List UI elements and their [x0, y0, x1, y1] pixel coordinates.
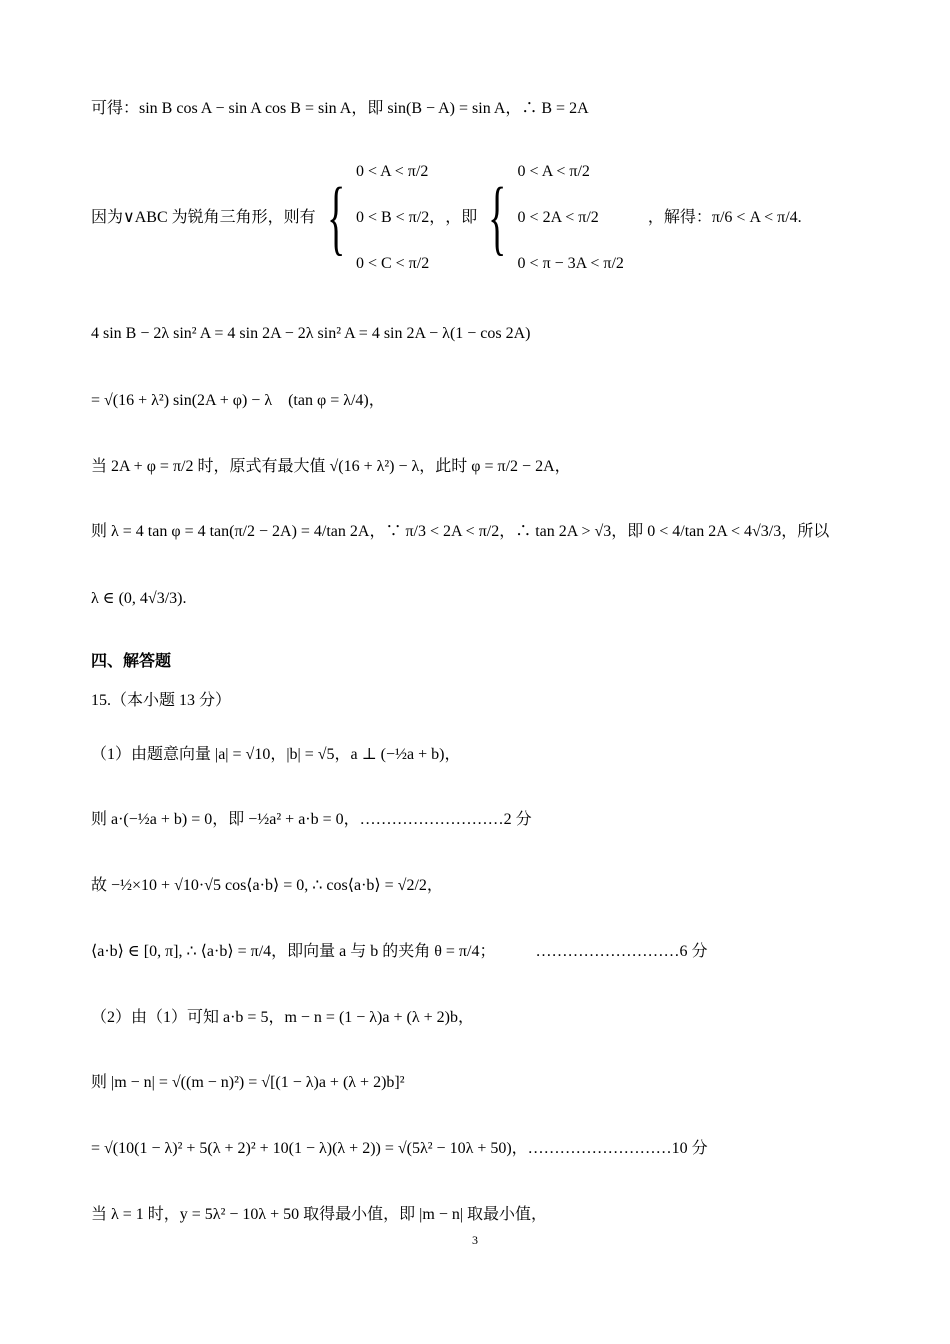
system-2-row: 0 < π − 3A < π/2: [517, 255, 624, 272]
page-number: 3: [472, 1233, 478, 1247]
line-3: 4 sin B − 2λ sin² A = 4 sin 2A − 2λ sin² A = 4 sin 2A − λ(1 − cos 2A): [91, 325, 531, 342]
solution-line-7: = √(10(1 − λ)² + 5(λ + 2)² + 10(1 − λ)(λ + 2)) = √(5λ² − 10λ + 50)，………………………10 分: [91, 1140, 708, 1157]
line-2-text-d: .: [797, 209, 802, 226]
left-brace-2: {: [488, 171, 507, 264]
system-1-row: 0 < B < π/2，: [355, 209, 446, 226]
line-6: 则 λ = 4 tan φ = 4 tan(π/2 − 2A) = 4/tan 2A，∵ π/3 < 2A < π/2，∴ tan 2A > √3，即 0 < 4/tan 2A < 4√3/3，所以: [91, 523, 830, 540]
solution-line-1: （1）由题意向量 |a| = √10，|b| = √5，a ⊥ (−½a + b)，: [91, 746, 461, 763]
system-1-row: 0 < C < π/2: [355, 255, 430, 272]
section-heading: 四、解答题: [91, 651, 172, 670]
problem-heading: 15.（本小题 13 分）: [91, 692, 232, 709]
system-2-row: 0 < A < π/2: [517, 163, 590, 180]
solution-interval: π/6 < A < π/4: [711, 209, 798, 226]
system-1: [356, 149, 445, 287]
line-2-systems: [91, 148, 802, 288]
solution-line-3: 故 −½×10 + √10·√5 cos⟨a·b⟩ = 0, ∴ cos⟨a·b⟩ = √2/2，: [91, 877, 443, 894]
left-brace-1: {: [326, 171, 345, 264]
line-2-text-c: ，解得：: [647, 209, 712, 226]
system-1-row: 0 < A < π/2: [355, 163, 429, 180]
solution-line-8: 当 λ = 1 时，y = 5λ² − 10λ + 50 取得最小值，即 |m − n| 取最小值，: [91, 1206, 548, 1223]
line-2-text-b: ，即: [445, 209, 478, 226]
line-4: = √(16 + λ²) sin(2A + φ) − λ (tan φ = λ/4)，: [91, 392, 385, 409]
solution-line-5: （2）由（1）可知 a·b = 5，m − n = (1 − λ)a + (λ + 2)b，: [91, 1009, 474, 1026]
system-2-row: 0 < 2A < π/2: [517, 209, 599, 226]
line-7: λ ∈ (0, 4√3/3).: [91, 590, 187, 607]
line-2-text-a: 因为∨ABC 为锐角三角形，则有: [91, 209, 316, 226]
system-2: [518, 149, 624, 287]
line-5: 当 2A + φ = π/2 时，原式有最大值 √(16 + λ²) − λ，此时 φ = π/2 − 2A，: [91, 458, 571, 475]
solution-line-4: ⟨a·b⟩ ∈ [0, π], ∴ ⟨a·b⟩ = π/4，即向量 a 与 b 的夹角 θ = π/4； ………………………6 分: [91, 943, 708, 960]
solution-line-6: 则 |m − n| = √((m − n)²) = √[(1 − λ)a + (λ + 2)b]²: [91, 1074, 405, 1091]
line-1: 可得：sin B cos A − sin A cos B = sin A，即 sin(B − A) = sin A，∴ B = 2A: [91, 100, 589, 117]
solution-line-2: 则 a·(−½a + b) = 0，即 −½a² + a·b = 0，………………………2 分: [91, 811, 532, 828]
